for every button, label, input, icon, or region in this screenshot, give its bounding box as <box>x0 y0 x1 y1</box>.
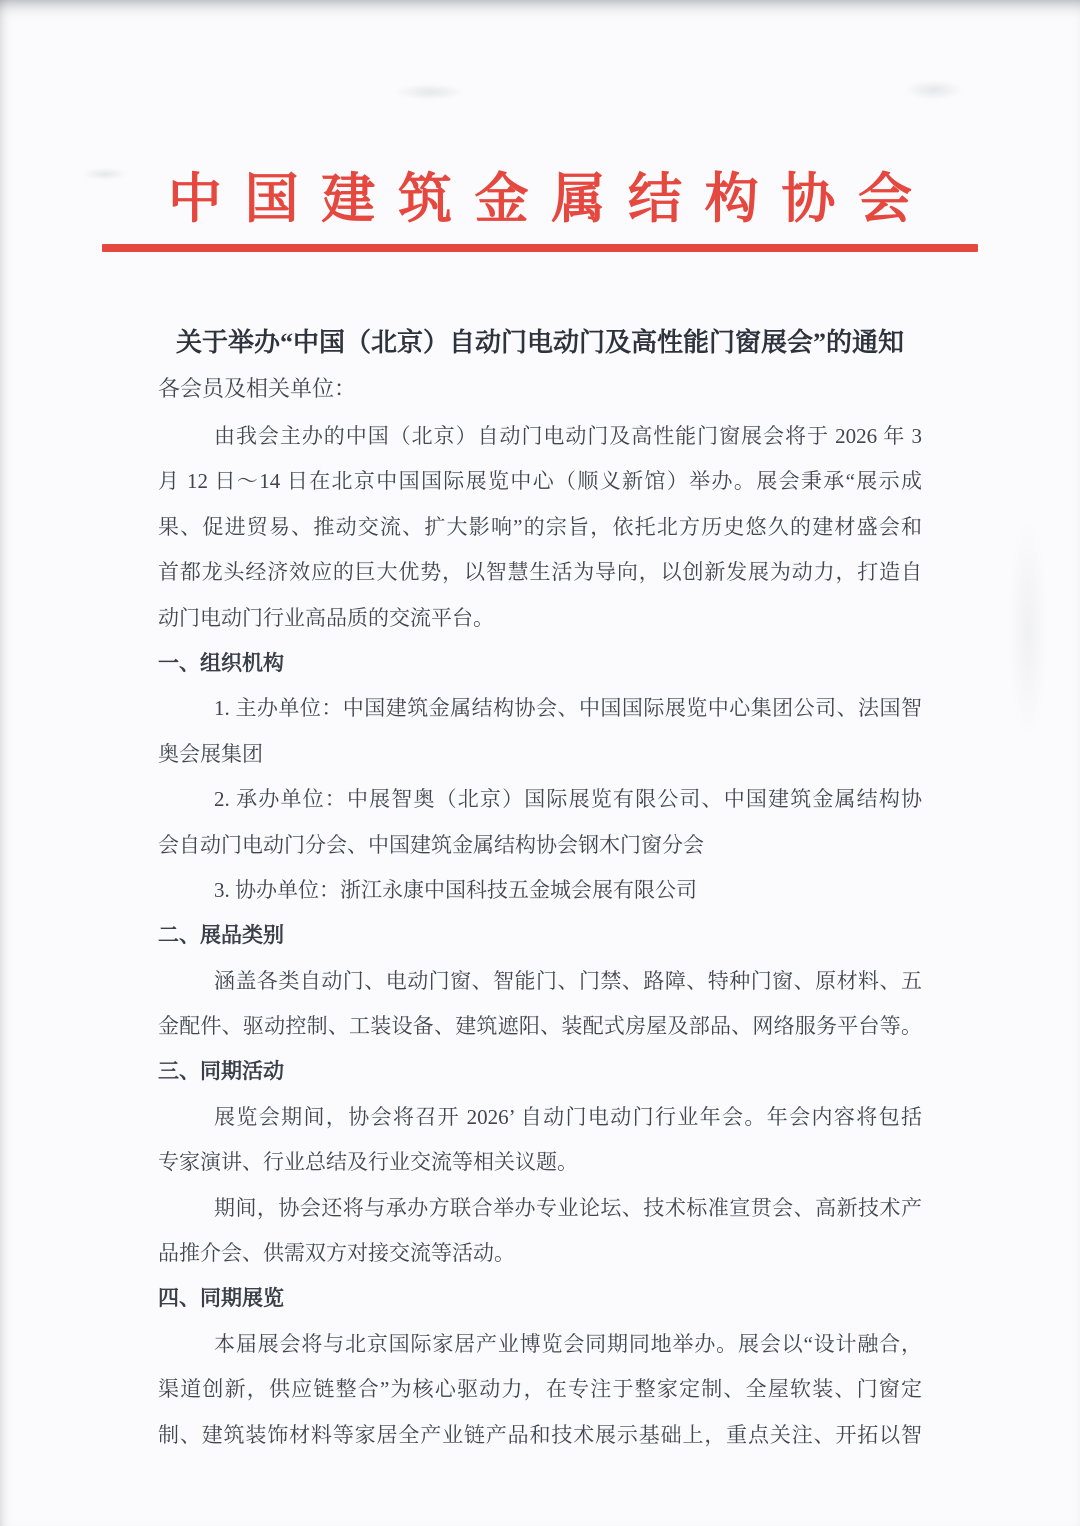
text-line: 渠道创新，供应链整合”为核心驱动力，在专注于整家定制、全屋软装、门窗定 <box>158 1377 922 1402</box>
text-line: 涵盖各类自动门、电动门窗、智能门、门禁、路障、特种门窗、原材料、五 <box>214 968 922 993</box>
text-line: 奥会展集团 <box>158 741 263 766</box>
scan-smudge <box>395 84 465 100</box>
document-title: 关于举办“中国（北京）自动门电动门及高性能门窗展会”的通知 <box>175 328 904 357</box>
text-line: 会自动门电动门分会、中国建筑金属结构协会钢木门窗分会 <box>158 832 704 857</box>
text-line: 金配件、驱动控制、工装设备、建筑遮阳、装配式房屋及部品、网络服务平台等。 <box>158 1014 922 1039</box>
section-heading: 四、同期展览 <box>158 1286 284 1311</box>
letterhead-rule <box>102 244 978 252</box>
text-line: 1. 主办单位：中国建筑金属结构协会、中国国际展览中心集团公司、法国智 <box>214 696 922 721</box>
section-heading: 三、同期活动 <box>158 1059 284 1084</box>
text-line: 品推介会、供需双方对接交流等活动。 <box>158 1241 515 1266</box>
text-line: 2. 承办单位：中展智奥（北京）国际展览有限公司、中国建筑金属结构协 <box>214 787 922 812</box>
text-line: 果、促进贸易、推动交流、扩大影响”的宗旨，依托北方历史悠久的建材盛会和 <box>158 514 922 539</box>
text-line: 由我会主办的中国（北京）自动门电动门及高性能门窗展会将于 2026 年 3 <box>214 424 922 448</box>
letterhead-org-name: 中国建筑金属结构协会 <box>167 169 935 229</box>
section-heading: 二、展品类别 <box>158 923 284 948</box>
text-line: 专家演讲、行业总结及行业交流等相关议题。 <box>158 1150 578 1175</box>
text-line: 月 12 日～14 日在北京中国国际展览中心（顺义新馆）举办。展会秉承“展示成 <box>158 469 922 494</box>
scan-smudge <box>1008 520 1048 740</box>
document-body <box>158 414 922 1458</box>
text-line: 制、建筑装饰材料等家居全产业链产品和技术展示基础上，重点关注、开拓以智 <box>158 1422 922 1447</box>
text-line: 首都龙头经济效应的巨大优势，以智慧生活为导向，以创新发展为动力，打造自 <box>158 560 922 585</box>
text-line: 期间，协会还将与承办方联合举办专业论坛、技术标准宣贯会、高新技术产 <box>214 1195 922 1220</box>
text-line: 动门电动门行业高品质的交流平台。 <box>158 605 494 630</box>
text-line: 本届展会将与北京国际家居产业博览会同期同地举办。展会以“设计融合， <box>214 1331 922 1356</box>
text-line: 展览会期间，协会将召开 2026’ 自动门电动门行业年会。年会内容将包括 <box>214 1104 922 1129</box>
text-line: 3. 协办单位：浙江永康中国科技五金城会展有限公司 <box>214 877 697 902</box>
salutation: 各会员及相关单位： <box>158 376 357 401</box>
section-heading: 一、组织机构 <box>158 650 284 675</box>
scan-smudge <box>905 80 963 100</box>
